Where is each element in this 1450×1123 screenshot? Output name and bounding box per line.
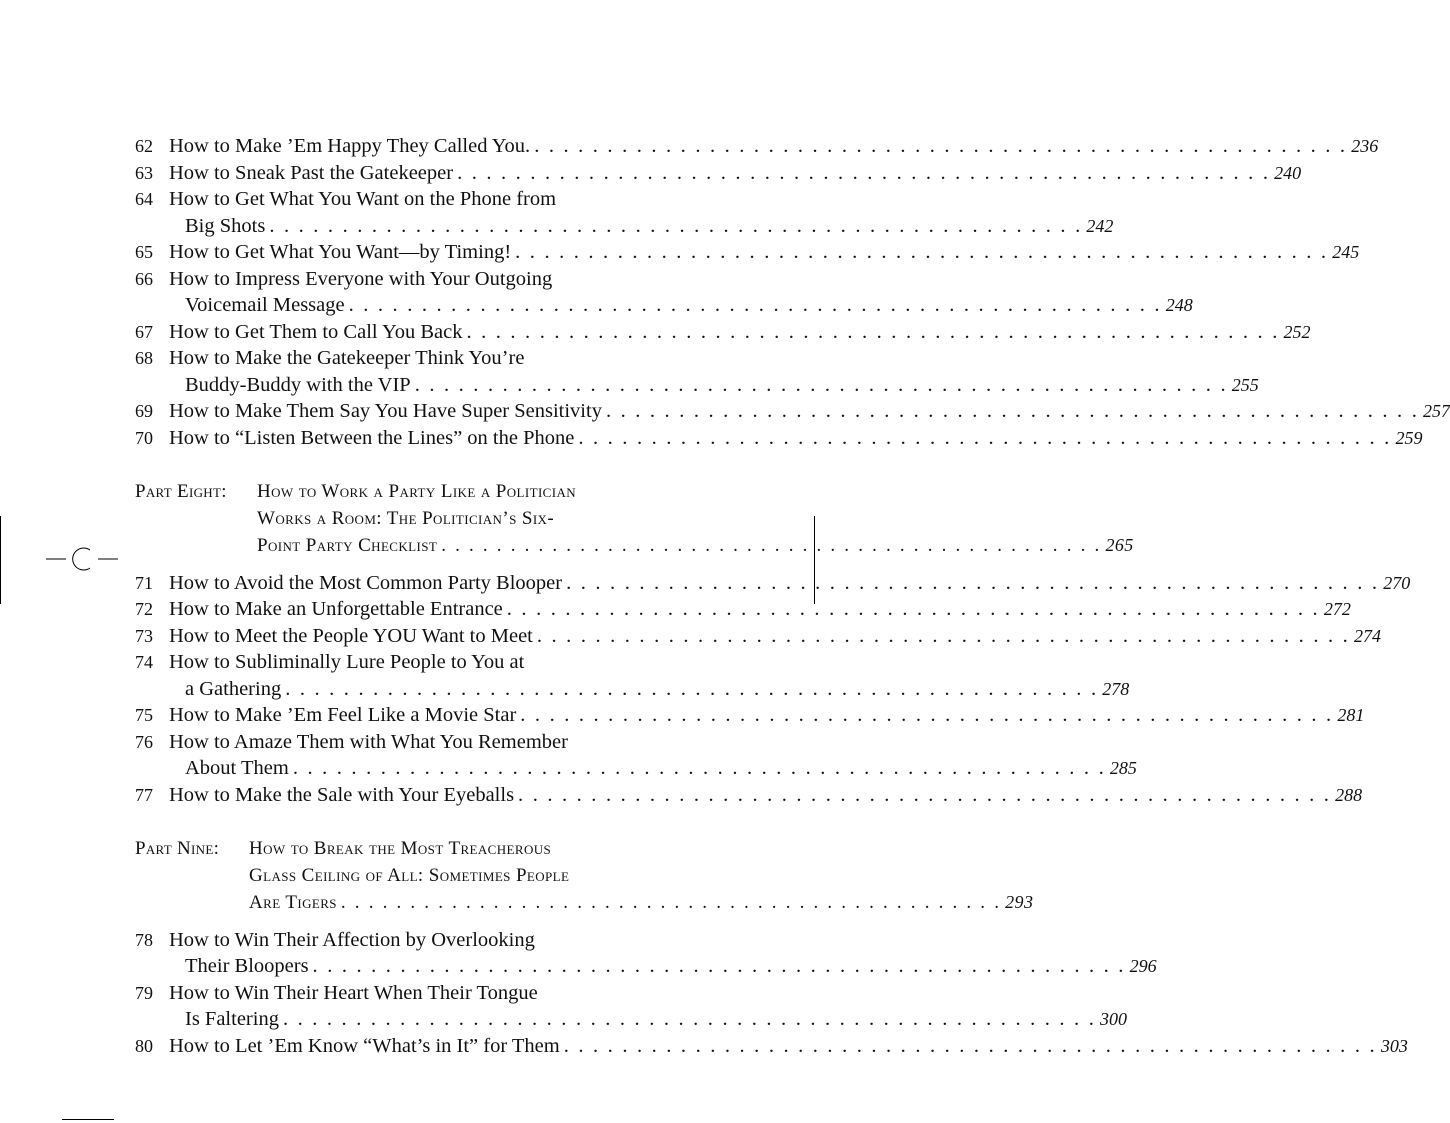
chapter-title	[169, 133, 1379, 160]
toc-entry	[135, 927, 1157, 980]
part-label: Part Eight:	[135, 481, 227, 502]
chapter-title-line: How to Subliminally Lure People to You at	[169, 651, 525, 673]
chapter-title-line: How to Make ’Em Feel Like a Movie Star	[169, 704, 517, 726]
dot-leader: . . . . . . . . . . . . . . . . . . . . . . . . . . . . . . . . . . . . . . . . . . . . . . . .	[441, 535, 1102, 556]
chapter-title-line: How to Win Their Affection by Overlooking	[169, 928, 535, 951]
page-number: 245	[1332, 242, 1360, 262]
toc-entry	[135, 1033, 1408, 1060]
chapter-title-line: Big Shots	[185, 214, 266, 237]
chapter-title	[169, 186, 1114, 239]
toc-entry	[135, 160, 1302, 187]
toc-entry	[135, 729, 1137, 782]
toc-entry	[135, 570, 1411, 597]
toc-entry	[135, 623, 1381, 650]
chapter-title	[169, 729, 1137, 782]
page-number: 257	[1423, 401, 1450, 421]
chapter-title-line: How to Amaze Them with What You Remember	[169, 730, 568, 753]
page-number: 281	[1337, 705, 1365, 725]
dot-leader: . . . . . . . . . . . . . . . . . . . . . . . . . . . . . . . . . . . . . . . . . . . . . . . .	[340, 892, 1002, 913]
part-title-line: Point Party Checklist	[257, 535, 438, 556]
page-number: 296	[1129, 956, 1157, 976]
toc-entry	[135, 702, 1365, 729]
chapter-number: 62	[135, 136, 153, 156]
dot-leader: . . . . . . . . . . . . . . . . . . . . . . . . . . . . . . . . . . . . . . . . . . . . . . . . . . . . . . . .	[536, 624, 1350, 647]
toc-entry	[135, 398, 1450, 425]
chapter-title-line: How to Get What You Want on the Phone from	[169, 188, 557, 210]
toc-entry	[135, 425, 1423, 452]
page-number: 303	[1380, 1035, 1408, 1056]
toc-entry	[135, 133, 1379, 160]
chapter-title-line: About Them	[185, 757, 289, 779]
chapter-number: 74	[135, 652, 153, 672]
chapter-number: 64	[135, 189, 153, 209]
toc-entry	[135, 649, 1130, 702]
part-heading-eight	[135, 479, 1134, 560]
dot-leader: . . . . . . . . . . . . . . . . . . . . . . . . . . . . . . . . . . . . . . . . . . . . . . . . . . . . . . . .	[605, 400, 1420, 422]
chapter-title	[169, 319, 1311, 346]
part-title	[249, 836, 1034, 917]
page-number: 278	[1102, 678, 1130, 699]
chapter-title-line: How to Let ’Em Know “What’s in It” for Them	[169, 1034, 560, 1057]
dot-leader: . . . . . . . . . . . . . . . . . . . . . . . . . . . . . . . . . . . . . . . . . . . . . . . . . . . . . . . .	[312, 955, 1126, 977]
part-label: Part Nine:	[135, 838, 220, 859]
chapter-title-line: How to Make the Gatekeeper Think You’re	[169, 347, 525, 369]
page-number: 248	[1165, 295, 1193, 315]
entries-group-b	[135, 570, 1411, 809]
part-heading-nine	[135, 836, 1034, 917]
chapter-number: 78	[135, 929, 153, 950]
page-number: 265	[1105, 535, 1134, 555]
chapter-title	[169, 1033, 1408, 1060]
entries-group-a	[135, 133, 1450, 451]
chapter-title-line: How to Get Them to Call You Back	[169, 320, 463, 343]
toc-entry	[135, 345, 1259, 398]
page-number: 288	[1335, 784, 1363, 805]
dot-leader: . . . . . . . . . . . . . . . . . . . . . . . . . . . . . . . . . . . . . . . . . . . . . . . . . . . . . . . .	[506, 598, 1320, 620]
chapter-number: 80	[135, 1035, 153, 1056]
page-number: 300	[1100, 1009, 1128, 1029]
chapter-number: 63	[135, 162, 153, 183]
part-title	[257, 479, 1134, 560]
chapter-title	[169, 398, 1450, 425]
chapter-title	[169, 345, 1259, 398]
page-number: 272	[1323, 599, 1351, 619]
chapter-title	[169, 239, 1360, 266]
chapter-title-line: How to Make the Sale with Your Eyeballs	[169, 783, 515, 806]
dot-leader: . . . . . . . . . . . . . . . . . . . . . . . . . . . . . . . . . . . . . . . . . . . . . . . . . . . . . . . .	[292, 757, 1106, 779]
toc-entry	[135, 980, 1128, 1033]
dot-leader: . . . . . . . . . . . . . . . . . . . . . . . . . . . . . . . . . . . . . . . . . . . . . . . . . . . . . . . .	[466, 320, 1280, 343]
chapter-title-line: How to Make Them Say You Have Super Sensitivity	[169, 400, 602, 422]
chapter-title-line: How to Sneak Past the Gatekeeper	[169, 161, 454, 184]
chapter-number: 70	[135, 427, 153, 448]
chapter-title-line: How to “Listen Between the Lines” on the Phone	[169, 426, 575, 449]
page-number: 240	[1274, 162, 1302, 183]
dot-leader: . . . . . . . . . . . . . . . . . . . . . . . . . . . . . . . . . . . . . . . . . . . . . . . . . . . . . . . .	[534, 135, 1348, 157]
part-title-line: Glass Ceiling of All: Sometimes People	[249, 864, 570, 886]
chapter-title-line: How to Get What You Want—by Timing!	[169, 241, 512, 263]
dot-leader: . . . . . . . . . . . . . . . . . . . . . . . . . . . . . . . . . . . . . . . . . . . . . . . . . . . . . . . .	[578, 426, 1392, 449]
chapter-number: 77	[135, 784, 153, 805]
dot-leader: . . . . . . . . . . . . . . . . . . . . . . . . . . . . . . . . . . . . . . . . . . . . . . . . . . . . . . . .	[414, 373, 1228, 396]
toc-entry	[135, 266, 1193, 319]
page-number: 259	[1395, 427, 1423, 448]
crop-mark-left	[0, 516, 1, 604]
dot-leader: . . . . . . . . . . . . . . . . . . . . . . . . . . . . . . . . . . . . . . . . . . . . . . . . . . . . . . . .	[348, 294, 1162, 316]
dot-leader: . . . . . . . . . . . . . . . . . . . . . . . . . . . . . . . . . . . . . . . . . . . . . . . . . . . . . . . .	[566, 571, 1380, 594]
chapter-number: 73	[135, 625, 153, 646]
toc-entry	[135, 239, 1360, 266]
part-title-line: How to Break the Most Treacherous	[249, 838, 552, 859]
toc-entry	[135, 319, 1311, 346]
toc-entry	[135, 782, 1363, 809]
chapter-number: 71	[135, 572, 153, 593]
chapter-number: 75	[135, 705, 153, 725]
dot-leader: . . . . . . . . . . . . . . . . . . . . . . . . . . . . . . . . . . . . . . . . . . . . . . . . . . . . . . . .	[518, 783, 1332, 806]
chapter-title	[169, 927, 1157, 980]
table-of-contents	[135, 133, 1450, 1059]
chapter-title	[169, 980, 1128, 1033]
dot-leader: . . . . . . . . . . . . . . . . . . . . . . . . . . . . . . . . . . . . . . . . . . . . . . . . . . . . . . . .	[285, 677, 1099, 700]
chapter-title-line: Is Faltering	[185, 1008, 279, 1030]
chapter-title	[169, 160, 1302, 187]
chapter-title-line: How to Win Their Heart When Their Tongue	[169, 981, 538, 1004]
chapter-title-line: How to Make ’Em Happy They Called You.	[169, 135, 531, 157]
page-number: 236	[1351, 136, 1379, 156]
page-number: 255	[1231, 374, 1259, 395]
chapter-title-line: How to Impress Everyone with Your Outgoing	[169, 267, 553, 290]
dot-leader: . . . . . . . . . . . . . . . . . . . . . . . . . . . . . . . . . . . . . . . . . . . . . . . . . . . . . . . .	[520, 704, 1334, 726]
chapter-title	[169, 702, 1365, 729]
chapter-title	[169, 623, 1381, 650]
page-number: 274	[1353, 625, 1381, 646]
dot-leader: . . . . . . . . . . . . . . . . . . . . . . . . . . . . . . . . . . . . . . . . . . . . . . . . . . . . . . . .	[269, 214, 1083, 237]
entries-group-c	[135, 927, 1408, 1060]
dot-leader: . . . . . . . . . . . . . . . . . . . . . . . . . . . . . . . . . . . . . . . . . . . . . . . . . . . . . . . .	[282, 1008, 1097, 1030]
page-number: 285	[1109, 758, 1137, 778]
chapter-number: 76	[135, 731, 153, 752]
chapter-title	[169, 266, 1193, 319]
page-number: 242	[1086, 215, 1114, 236]
chapter-number: 66	[135, 268, 153, 289]
dot-leader: . . . . . . . . . . . . . . . . . . . . . . . . . . . . . . . . . . . . . . . . . . . . . . . . . . . . . . . .	[563, 1034, 1377, 1057]
chapter-title-line: Their Bloopers	[185, 955, 309, 977]
chapter-title	[169, 596, 1351, 623]
toc-entry	[135, 596, 1351, 623]
dot-leader: . . . . . . . . . . . . . . . . . . . . . . . . . . . . . . . . . . . . . . . . . . . . . . . . . . . . . . . .	[515, 241, 1329, 263]
chapter-number: 72	[135, 599, 153, 619]
chapter-title	[169, 570, 1411, 597]
chapter-title-line: How to Make an Unforgettable Entrance	[169, 598, 503, 620]
chapter-title-line: Buddy-Buddy with the VIP	[185, 373, 411, 396]
page-number: 252	[1283, 321, 1311, 342]
footer-rule	[62, 1119, 114, 1120]
chapter-title-line: a Gathering	[185, 677, 282, 700]
chapter-title-line: How to Meet the People YOU Want to Meet	[169, 624, 533, 647]
chapter-title	[169, 649, 1130, 702]
chapter-number: 68	[135, 348, 153, 368]
page-number: 293	[1005, 892, 1034, 912]
chapter-number: 65	[135, 242, 153, 262]
chapter-title-line: How to Avoid the Most Common Party Blooper	[169, 571, 563, 594]
part-title-line: Works a Room: The Politician’s Six-	[257, 507, 555, 529]
chapter-number: 79	[135, 982, 153, 1003]
dot-leader: . . . . . . . . . . . . . . . . . . . . . . . . . . . . . . . . . . . . . . . . . . . . . . . . . . . . . . . .	[457, 161, 1271, 184]
chapter-number: 67	[135, 321, 153, 342]
part-title-line: Are Tigers	[249, 892, 337, 913]
page-number: 270	[1383, 572, 1411, 593]
chapter-title	[169, 425, 1423, 452]
part-title-line: How to Work a Party Like a Politician	[257, 481, 577, 502]
toc-entry	[135, 186, 1114, 239]
registration-mark-icon	[46, 544, 118, 574]
chapter-number: 69	[135, 401, 153, 421]
chapter-title	[169, 782, 1363, 809]
chapter-title-line: Voicemail Message	[185, 294, 345, 316]
